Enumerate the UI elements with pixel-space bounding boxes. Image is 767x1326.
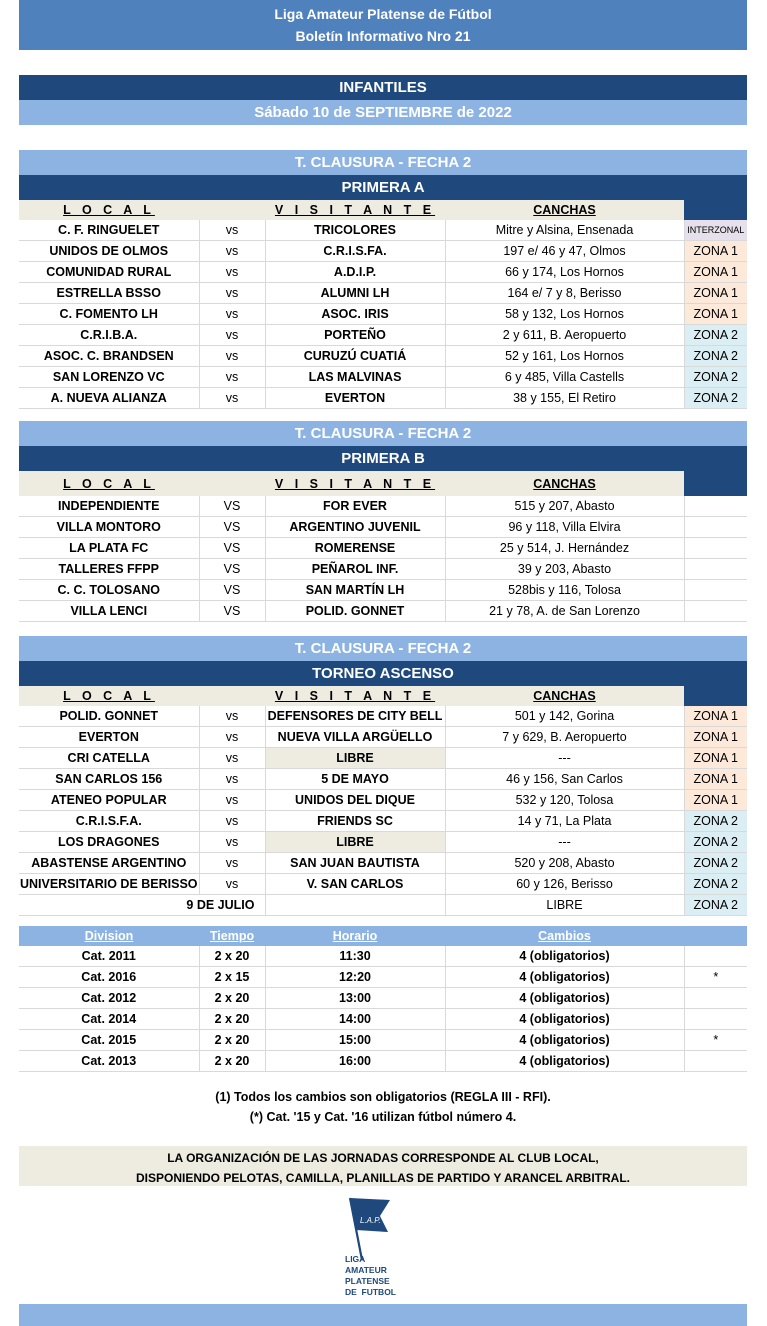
visitor-team: CURUZÚ CUATIÁ xyxy=(265,346,445,367)
horario: 11:30 xyxy=(265,946,445,967)
venue: 7 y 629, B. Aeropuerto xyxy=(445,727,684,748)
ascenso-tournament: T. CLAUSURA - FECHA 2 xyxy=(19,636,747,661)
venue: 515 y 207, Abasto xyxy=(445,496,684,517)
table-header xyxy=(19,200,747,220)
vs-label: VS xyxy=(199,559,265,580)
visitor-team: LIBRE xyxy=(265,832,445,853)
col-cambios: Cambios xyxy=(445,926,684,946)
bulletin-header xyxy=(19,0,747,50)
match-row xyxy=(19,811,747,832)
zone-badge xyxy=(684,538,747,559)
zone-badge: ZONA 1 xyxy=(684,727,747,748)
venue: 25 y 514, J. Hernández xyxy=(445,538,684,559)
match-row xyxy=(19,601,747,622)
tiempo: 2 x 20 xyxy=(199,946,265,967)
vs-label: VS xyxy=(199,496,265,517)
organization-note xyxy=(19,1146,747,1186)
ascenso-table xyxy=(19,686,747,916)
local-team: C. FOMENTO LH xyxy=(19,304,199,325)
horario: 13:00 xyxy=(265,988,445,1009)
vs-label: vs xyxy=(199,220,265,241)
match-row xyxy=(19,346,747,367)
col-canchas: CANCHAS xyxy=(445,686,684,706)
visitor-team: SAN JUAN BAUTISTA xyxy=(265,853,445,874)
visitor-team: V. SAN CARLOS xyxy=(265,874,445,895)
zone-badge: ZONA 1 xyxy=(684,283,747,304)
cambios: 4 (obligatorios) xyxy=(445,967,684,988)
schedule-table xyxy=(19,926,747,1072)
match-row xyxy=(19,706,747,727)
primera-b-table xyxy=(19,471,747,622)
match-row xyxy=(19,262,747,283)
table-header xyxy=(19,471,747,496)
org-line-2: DISPONIENDO PELOTAS, CAMILLA, PLANILLAS DE PARTIDO Y ARANCEL ARBITRAL. xyxy=(135,1171,630,1185)
zone-badge: ZONA 1 xyxy=(684,706,747,727)
venue: 66 y 174, Los Hornos xyxy=(445,262,684,283)
tiempo: 2 x 20 xyxy=(199,1051,265,1072)
local-team: ESTRELLA BSSO xyxy=(19,283,199,304)
table-header xyxy=(19,686,747,706)
col-visitante: V I S I T A N T E xyxy=(265,471,445,496)
match-row xyxy=(19,220,747,241)
footnote-mark xyxy=(684,988,747,1009)
visitor-team: DEFENSORES DE CITY BELL xyxy=(265,706,445,727)
footer-band xyxy=(19,1304,747,1326)
tiempo: 2 x 20 xyxy=(199,1030,265,1051)
col-horario: Horario xyxy=(265,926,445,946)
vs-label: vs xyxy=(199,874,265,895)
col-division: Division xyxy=(19,926,199,946)
local-team: C. F. RINGUELET xyxy=(19,220,199,241)
venue: 2 y 611, B. Aeropuerto xyxy=(445,325,684,346)
visitor-team: C.R.I.S.FA. xyxy=(265,241,445,262)
libre-zona: ZONA 2 xyxy=(684,895,747,916)
libre-row xyxy=(19,895,747,916)
venue: --- xyxy=(445,832,684,853)
notes xyxy=(19,1087,747,1127)
zone-badge: ZONA 2 xyxy=(684,832,747,853)
visitor-team: TRICOLORES xyxy=(265,220,445,241)
cambios: 4 (obligatorios) xyxy=(445,1009,684,1030)
match-row xyxy=(19,325,747,346)
schedule-row xyxy=(19,967,747,988)
venue: 501 y 142, Gorina xyxy=(445,706,684,727)
vs-label: VS xyxy=(199,538,265,559)
schedule-header xyxy=(19,926,747,946)
schedule-row xyxy=(19,988,747,1009)
league-name: Liga Amateur Platense de Fútbol xyxy=(274,6,492,22)
tiempo: 2 x 20 xyxy=(199,988,265,1009)
zone-badge xyxy=(684,580,747,601)
vs-label: vs xyxy=(199,727,265,748)
match-row xyxy=(19,367,747,388)
venue: 39 y 203, Abasto xyxy=(445,559,684,580)
visitor-team: NUEVA VILLA ARGÜELLO xyxy=(265,727,445,748)
schedule-row xyxy=(19,1030,747,1051)
col-visitante: V I S I T A N T E xyxy=(265,200,445,220)
venue: 46 y 156, San Carlos xyxy=(445,769,684,790)
local-team: C.R.I.B.A. xyxy=(19,325,199,346)
col-local: L O C A L xyxy=(19,686,199,706)
local-team: VILLA LENCI xyxy=(19,601,199,622)
libre-cancha: LIBRE xyxy=(445,895,684,916)
local-team: ATENEO POPULAR xyxy=(19,790,199,811)
note-1: (1) Todos los cambios son obligatorios (REGLA III - RFI). xyxy=(215,1090,551,1104)
local-team: C.R.I.S.F.A. xyxy=(19,811,199,832)
visitor-team: LIBRE xyxy=(265,748,445,769)
venue: 14 y 71, La Plata xyxy=(445,811,684,832)
vs-label: vs xyxy=(199,832,265,853)
visitor-team: 5 DE MAYO xyxy=(265,769,445,790)
vs-label: vs xyxy=(199,304,265,325)
horario: 12:20 xyxy=(265,967,445,988)
vs-label: vs xyxy=(199,748,265,769)
vs-label: vs xyxy=(199,853,265,874)
vs-label: vs xyxy=(199,790,265,811)
zone-badge xyxy=(684,496,747,517)
horario: 16:00 xyxy=(265,1051,445,1072)
match-row xyxy=(19,769,747,790)
schedule-row xyxy=(19,1009,747,1030)
match-row xyxy=(19,559,747,580)
col-tiempo: Tiempo xyxy=(199,926,265,946)
vs-label: VS xyxy=(199,517,265,538)
visitor-team: UNIDOS DEL DIQUE xyxy=(265,790,445,811)
vs-label: vs xyxy=(199,262,265,283)
vs-label: vs xyxy=(199,706,265,727)
primera-a-tournament: T. CLAUSURA - FECHA 2 xyxy=(19,150,747,175)
visitor-team: PEÑAROL INF. xyxy=(265,559,445,580)
zone-badge: ZONA 1 xyxy=(684,769,747,790)
zone-badge: ZONA 2 xyxy=(684,388,747,409)
zone-badge: ZONA 2 xyxy=(684,853,747,874)
bulletin-number: Boletín Informativo Nro 21 xyxy=(295,28,471,44)
col-local: L O C A L xyxy=(19,200,199,220)
vs-label: vs xyxy=(199,769,265,790)
vs-label: vs xyxy=(199,241,265,262)
local-team: INDEPENDIENTE xyxy=(19,496,199,517)
col-visitante: V I S I T A N T E xyxy=(265,686,445,706)
division: Cat. 2014 xyxy=(19,1009,199,1030)
visitor-team: EVERTON xyxy=(265,388,445,409)
local-team: ABASTENSE ARGENTINO xyxy=(19,853,199,874)
vs-label: vs xyxy=(199,388,265,409)
local-team: VILLA MONTORO xyxy=(19,517,199,538)
venue: 96 y 118, Villa Elvira xyxy=(445,517,684,538)
cambios: 4 (obligatorios) xyxy=(445,1030,684,1051)
category-title: INFANTILES xyxy=(19,75,747,100)
local-team: POLID. GONNET xyxy=(19,706,199,727)
logo-text: LIGA AMATEUR PLATENSE DE FUTBOL xyxy=(345,1254,396,1297)
venue: 532 y 120, Tolosa xyxy=(445,790,684,811)
zone-badge: ZONA 1 xyxy=(684,262,747,283)
footnote-mark xyxy=(684,1051,747,1072)
zone-badge: ZONA 2 xyxy=(684,367,747,388)
match-row xyxy=(19,790,747,811)
division: Cat. 2015 xyxy=(19,1030,199,1051)
match-row xyxy=(19,727,747,748)
local-team: COMUNIDAD RURAL xyxy=(19,262,199,283)
primera-a-table xyxy=(19,200,747,409)
venue: 6 y 485, Villa Castells xyxy=(445,367,684,388)
match-row xyxy=(19,832,747,853)
zone-badge: ZONA 1 xyxy=(684,790,747,811)
local-team: EVERTON xyxy=(19,727,199,748)
zone-badge: ZONA 1 xyxy=(684,304,747,325)
zone-badge xyxy=(684,559,747,580)
visitor-team: SAN MARTÍN LH xyxy=(265,580,445,601)
zone-badge: ZONA 2 xyxy=(684,346,747,367)
division: Cat. 2013 xyxy=(19,1051,199,1072)
col-canchas: CANCHAS xyxy=(445,200,684,220)
vs-label: vs xyxy=(199,811,265,832)
visitor-team: ARGENTINO JUVENIL xyxy=(265,517,445,538)
match-row xyxy=(19,388,747,409)
primera-b-tournament: T. CLAUSURA - FECHA 2 xyxy=(19,421,747,446)
local-team: LOS DRAGONES xyxy=(19,832,199,853)
local-team: UNIDOS DE OLMOS xyxy=(19,241,199,262)
footnote-mark xyxy=(684,1009,747,1030)
match-row xyxy=(19,241,747,262)
match-row xyxy=(19,748,747,769)
zone-badge: ZONA 2 xyxy=(684,874,747,895)
vs-label: vs xyxy=(199,346,265,367)
cambios: 4 (obligatorios) xyxy=(445,1051,684,1072)
match-row xyxy=(19,304,747,325)
vs-label: vs xyxy=(199,367,265,388)
visitor-team: FRIENDS SC xyxy=(265,811,445,832)
match-row xyxy=(19,496,747,517)
visitor-team: ASOC. IRIS xyxy=(265,304,445,325)
division: Cat. 2016 xyxy=(19,967,199,988)
flag-icon xyxy=(350,1198,390,1232)
libre-team: 9 DE JULIO xyxy=(19,895,265,916)
venue: 58 y 132, Los Hornos xyxy=(445,304,684,325)
zone-badge xyxy=(684,517,747,538)
visitor-team: ROMERENSE xyxy=(265,538,445,559)
zone-badge: ZONA 1 xyxy=(684,748,747,769)
visitor-team: LAS MALVINAS xyxy=(265,367,445,388)
vs-label: vs xyxy=(199,325,265,346)
col-canchas: CANCHAS xyxy=(445,471,684,496)
visitor-team: FOR EVER xyxy=(265,496,445,517)
local-team: UNIVERSITARIO DE BERISSO xyxy=(19,874,199,895)
footnote-mark: * xyxy=(684,967,747,988)
vs-label: vs xyxy=(199,283,265,304)
vs-label: VS xyxy=(199,580,265,601)
local-team: LA PLATA FC xyxy=(19,538,199,559)
horario: 14:00 xyxy=(265,1009,445,1030)
venue: 197 e/ 46 y 47, Olmos xyxy=(445,241,684,262)
match-row xyxy=(19,853,747,874)
primera-a-title: PRIMERA A xyxy=(19,175,747,200)
zone-badge: ZONA 2 xyxy=(684,811,747,832)
division: Cat. 2012 xyxy=(19,988,199,1009)
local-team: C. C. TOLOSANO xyxy=(19,580,199,601)
note-2: (*) Cat. '15 y Cat. '16 utilizan fútbol número 4. xyxy=(249,1110,517,1124)
visitor-team: POLID. GONNET xyxy=(265,601,445,622)
visitor-team: A.D.I.P. xyxy=(265,262,445,283)
visitor-team: ALUMNI LH xyxy=(265,283,445,304)
tiempo: 2 x 15 xyxy=(199,967,265,988)
venue: 520 y 208, Abasto xyxy=(445,853,684,874)
primera-b-title: PRIMERA B xyxy=(19,446,747,471)
cambios: 4 (obligatorios) xyxy=(445,988,684,1009)
cambios: 4 (obligatorios) xyxy=(445,946,684,967)
vs-label: VS xyxy=(199,601,265,622)
match-row xyxy=(19,283,747,304)
division: Cat. 2011 xyxy=(19,946,199,967)
local-team: SAN LORENZO VC xyxy=(19,367,199,388)
horario: 15:00 xyxy=(265,1030,445,1051)
zone-badge xyxy=(684,601,747,622)
venue: 21 y 78, A. de San Lorenzo xyxy=(445,601,684,622)
local-team: A. NUEVA ALIANZA xyxy=(19,388,199,409)
local-team: TALLERES FFPP xyxy=(19,559,199,580)
match-date: Sábado 10 de SEPTIEMBRE de 2022 xyxy=(19,100,747,125)
zone-badge: ZONA 2 xyxy=(684,325,747,346)
zone-badge: ZONA 1 xyxy=(684,241,747,262)
venue: 38 y 155, El Retiro xyxy=(445,388,684,409)
tiempo: 2 x 20 xyxy=(199,1009,265,1030)
match-row xyxy=(19,517,747,538)
local-team: CRI CATELLA xyxy=(19,748,199,769)
schedule-row xyxy=(19,1051,747,1072)
ascenso-title: TORNEO ASCENSO xyxy=(19,661,747,686)
match-row xyxy=(19,580,747,601)
flag-text: L.A.P. xyxy=(360,1216,381,1225)
local-team: ASOC. C. BRANDSEN xyxy=(19,346,199,367)
venue: 528bis y 116, Tolosa xyxy=(445,580,684,601)
footnote-mark: * xyxy=(684,1030,747,1051)
local-team: SAN CARLOS 156 xyxy=(19,769,199,790)
col-local: L O C A L xyxy=(19,471,199,496)
venue: --- xyxy=(445,748,684,769)
org-line-1: LA ORGANIZACIÓN DE LAS JORNADAS CORRESPONDE AL CLUB LOCAL, xyxy=(167,1151,599,1165)
zone-badge: INTERZONAL xyxy=(684,220,747,241)
match-row xyxy=(19,874,747,895)
footnote-mark xyxy=(684,946,747,967)
venue: 60 y 126, Berisso xyxy=(445,874,684,895)
venue: Mitre y Alsina, Ensenada xyxy=(445,220,684,241)
schedule-row xyxy=(19,946,747,967)
venue: 164 e/ 7 y 8, Berisso xyxy=(445,283,684,304)
venue: 52 y 161, Los Hornos xyxy=(445,346,684,367)
visitor-team: PORTEÑO xyxy=(265,325,445,346)
match-row xyxy=(19,538,747,559)
